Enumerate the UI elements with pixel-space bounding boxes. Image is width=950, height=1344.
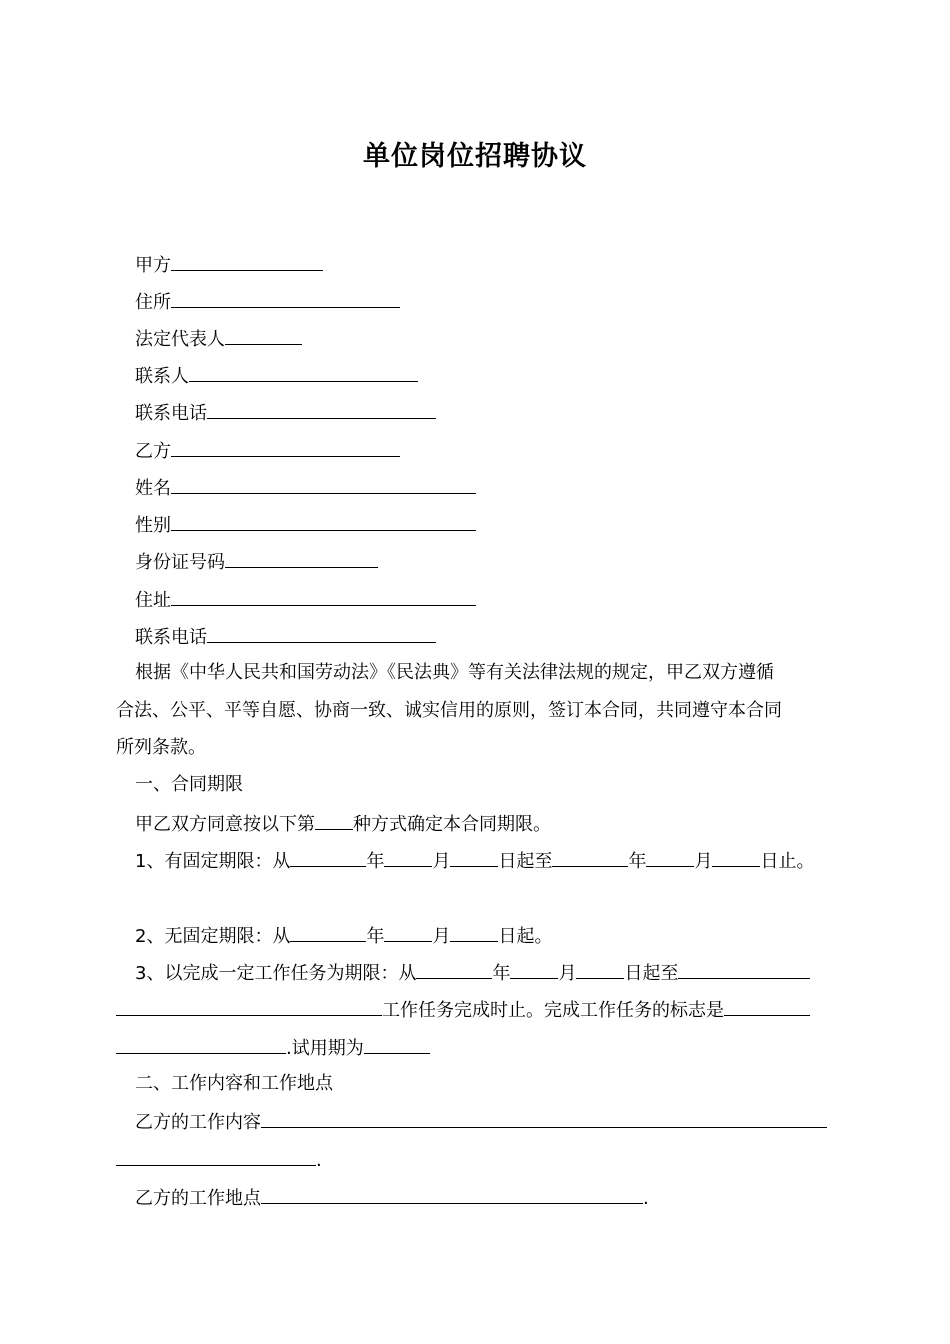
task-term-line-1 — [135, 960, 810, 986]
task-done-text: 工作任务完成时止。完成工作任务的标志是 — [382, 1000, 724, 1021]
open-term-line — [135, 923, 552, 949]
month-text: 月 — [558, 963, 577, 984]
day-from-text: 日起至 — [498, 851, 553, 872]
day-from-text: 日起。 — [498, 926, 553, 947]
party-b-phone-label: 联系电话 — [135, 627, 207, 648]
year-text: 年 — [628, 851, 647, 872]
work-location-line — [135, 1185, 649, 1211]
term-choice-blank[interactable] — [315, 811, 353, 830]
open-term-prefix: 2、无固定期限：从 — [135, 926, 291, 947]
fixed-end-month-blank[interactable] — [646, 848, 694, 867]
work-content-blank-1[interactable] — [261, 1109, 827, 1128]
work-content-line-1 — [135, 1109, 827, 1135]
legal-rep-blank[interactable] — [225, 326, 302, 345]
party-a-line — [135, 252, 323, 278]
task-marker-blank-2[interactable] — [116, 1035, 286, 1054]
party-a-blank[interactable] — [171, 252, 323, 271]
task-start-year-blank[interactable] — [416, 960, 492, 979]
preamble-line-2: 合法、公平、平等自愿、协商一致、诚实信用的原则，签订本合同，共同遵守本合同 — [116, 700, 782, 721]
id-number-label: 身份证号码 — [135, 552, 225, 573]
name-label: 姓名 — [135, 478, 171, 499]
preamble-line-1: 根据《中华人民共和国劳动法》《民法典》等有关法律法规的规定，甲乙双方遵循 — [135, 662, 774, 683]
party-b-label: 乙方 — [135, 441, 171, 462]
task-marker-blank-1[interactable] — [724, 997, 810, 1016]
task-start-month-blank[interactable] — [510, 960, 558, 979]
party-b-phone-line — [135, 624, 436, 650]
year-text: 年 — [366, 851, 385, 872]
section-2-heading: 二、工作内容和工作地点 — [135, 1073, 333, 1094]
task-term-line-3 — [116, 1035, 430, 1061]
id-number-line — [135, 549, 378, 575]
document-title: 单位岗位招聘协议 — [363, 141, 587, 172]
legal-rep-label: 法定代表人 — [135, 329, 225, 350]
party-b-phone-blank[interactable] — [207, 624, 436, 643]
party-b-blank[interactable] — [171, 438, 400, 457]
task-start-day-blank[interactable] — [576, 960, 624, 979]
legal-rep-line — [135, 326, 302, 352]
work-content-end: . — [316, 1150, 322, 1171]
year-text: 年 — [366, 926, 385, 947]
task-term-prefix: 3、以完成一定工作任务为期限：从 — [135, 963, 417, 984]
fixed-end-day-blank[interactable] — [712, 848, 760, 867]
month-text: 月 — [432, 926, 451, 947]
contact-person-label: 联系人 — [135, 366, 189, 387]
party-b-line — [135, 438, 400, 464]
party-a-address-label: 住所 — [135, 292, 171, 313]
work-content-blank-2[interactable] — [116, 1147, 316, 1166]
party-a-phone-label: 联系电话 — [135, 403, 207, 424]
work-location-label: 乙方的工作地点 — [135, 1188, 261, 1209]
party-a-phone-line — [135, 400, 436, 426]
gender-blank[interactable] — [171, 512, 476, 531]
work-content-line-2 — [116, 1147, 322, 1173]
fixed-start-month-blank[interactable] — [384, 848, 432, 867]
gender-line — [135, 512, 476, 538]
party-b-address-blank[interactable] — [171, 587, 476, 606]
day-to-text: 日起至 — [624, 963, 679, 984]
trial-period-text: .试用期为 — [286, 1038, 364, 1059]
work-location-end: . — [643, 1188, 649, 1209]
section-1-heading: 一、合同期限 — [135, 774, 243, 795]
party-b-address-line — [135, 587, 476, 613]
month-text: 月 — [694, 851, 713, 872]
work-location-blank[interactable] — [261, 1185, 643, 1204]
open-start-year-blank[interactable] — [290, 923, 366, 942]
preamble-line-3: 所列条款。 — [116, 737, 206, 758]
month-text: 月 — [432, 851, 451, 872]
task-description-blank-2[interactable] — [116, 997, 382, 1016]
term-choice-text-b: 种方式确定本合同期限。 — [353, 814, 551, 835]
party-a-address-blank[interactable] — [171, 289, 400, 308]
fixed-start-year-blank[interactable] — [290, 848, 366, 867]
task-term-line-2 — [116, 997, 810, 1023]
task-description-blank-1[interactable] — [678, 960, 810, 979]
contact-person-line — [135, 363, 418, 389]
gender-label: 性别 — [135, 515, 171, 536]
contact-person-blank[interactable] — [189, 363, 418, 382]
party-a-label: 甲方 — [135, 255, 171, 276]
fixed-end-year-blank[interactable] — [552, 848, 628, 867]
open-start-month-blank[interactable] — [384, 923, 432, 942]
party-a-address-line — [135, 289, 400, 315]
name-line — [135, 475, 476, 501]
work-content-label: 乙方的工作内容 — [135, 1112, 261, 1133]
fixed-term-line — [135, 848, 814, 874]
party-b-address-label: 住址 — [135, 590, 171, 611]
fixed-start-day-blank[interactable] — [450, 848, 498, 867]
open-start-day-blank[interactable] — [450, 923, 498, 942]
name-blank[interactable] — [171, 475, 476, 494]
id-number-blank[interactable] — [225, 549, 378, 568]
term-choice-text-a: 甲乙双方同意按以下第 — [135, 814, 315, 835]
day-end-text: 日止。 — [760, 851, 815, 872]
trial-period-blank[interactable] — [364, 1035, 430, 1054]
year-text: 年 — [492, 963, 511, 984]
term-choice-line — [135, 811, 551, 837]
party-a-phone-blank[interactable] — [207, 400, 436, 419]
fixed-term-prefix: 1、有固定期限：从 — [135, 851, 291, 872]
